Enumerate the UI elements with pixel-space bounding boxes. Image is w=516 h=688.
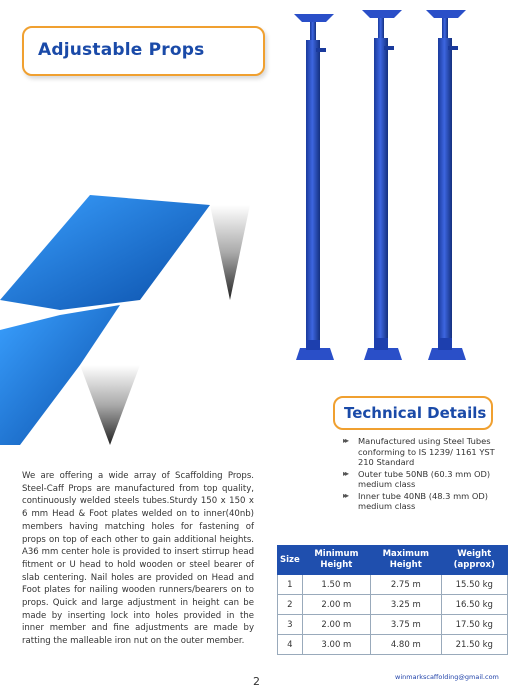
table-header-row <box>278 546 508 575</box>
page-title: Adjustable Props <box>38 40 205 60</box>
deco-grey-triangle-upper <box>210 205 250 300</box>
list-item: ▸▸ Manufactured using Steel Tubes conforming to IS 1239/ 1161 YST 210 Standard <box>343 436 495 467</box>
prop-1 <box>294 14 334 360</box>
adjustable-props-image <box>290 0 480 380</box>
header-max-height: Maximum Height <box>371 546 442 575</box>
table-row: 4 3.00 m 4.80 m 21.50 kg <box>278 635 508 655</box>
table-row: 3 2.00 m 3.75 m 17.50 kg <box>278 615 508 635</box>
contact-email: winmarkscaffolding@gmail.com <box>395 673 499 681</box>
page-number: 2 <box>253 675 260 688</box>
header-size: Size <box>278 546 303 575</box>
list-item: ▸▸ Outer tube 50NB (60.3 mm OD) medium class <box>343 468 491 489</box>
prop-2 <box>362 10 402 360</box>
title-box <box>22 26 265 76</box>
technical-details-box <box>333 396 493 430</box>
deco-blue-shape-upper <box>0 195 210 310</box>
product-description: We are offering a wide array of Scaffolding Props. Steel-Caff Props are manufactured from top quality, continuously welded steels tubes.Sturdy 150 x 150 x 6 mm Head & Foot plates welded on to inner(40nb) members having matching holes for fastening of props on top of each other to gain additional heights. A36 mm center hole is provided to insert stirrup head fitment or U head to hold wooden or steel bearer of slab centering. Nail holes are provided on Head and Foot plates for nailing wooden runners/bearers on to props. Quick and large adjustment in height can be made by inserting lock into holes provided in the inner member and fine adjustments are made by ratting the malleable iron nut on the outer member. <box>22 471 254 647</box>
deco-grey-triangle-lower <box>80 365 140 445</box>
double-arrow-icon: ▸▸ <box>343 468 348 478</box>
list-item: ▸▸ Inner tube 40NB (48.3 mm OD) medium class <box>343 490 489 511</box>
technical-details-heading: Technical Details <box>344 404 487 422</box>
table-row: 2 2.00 m 3.25 m 16.50 kg <box>278 595 508 615</box>
technical-details-list <box>343 436 513 513</box>
prop-3 <box>426 10 466 360</box>
table-row: 1 1.50 m 2.75 m 15.50 kg <box>278 575 508 595</box>
double-arrow-icon: ▸▸ <box>343 490 348 500</box>
header-weight: Weight (approx) <box>441 546 507 575</box>
specification-table <box>277 545 508 655</box>
double-arrow-icon: ▸▸ <box>343 436 348 445</box>
decorative-graphic <box>0 195 250 445</box>
header-min-height: Minimum Height <box>302 546 370 575</box>
